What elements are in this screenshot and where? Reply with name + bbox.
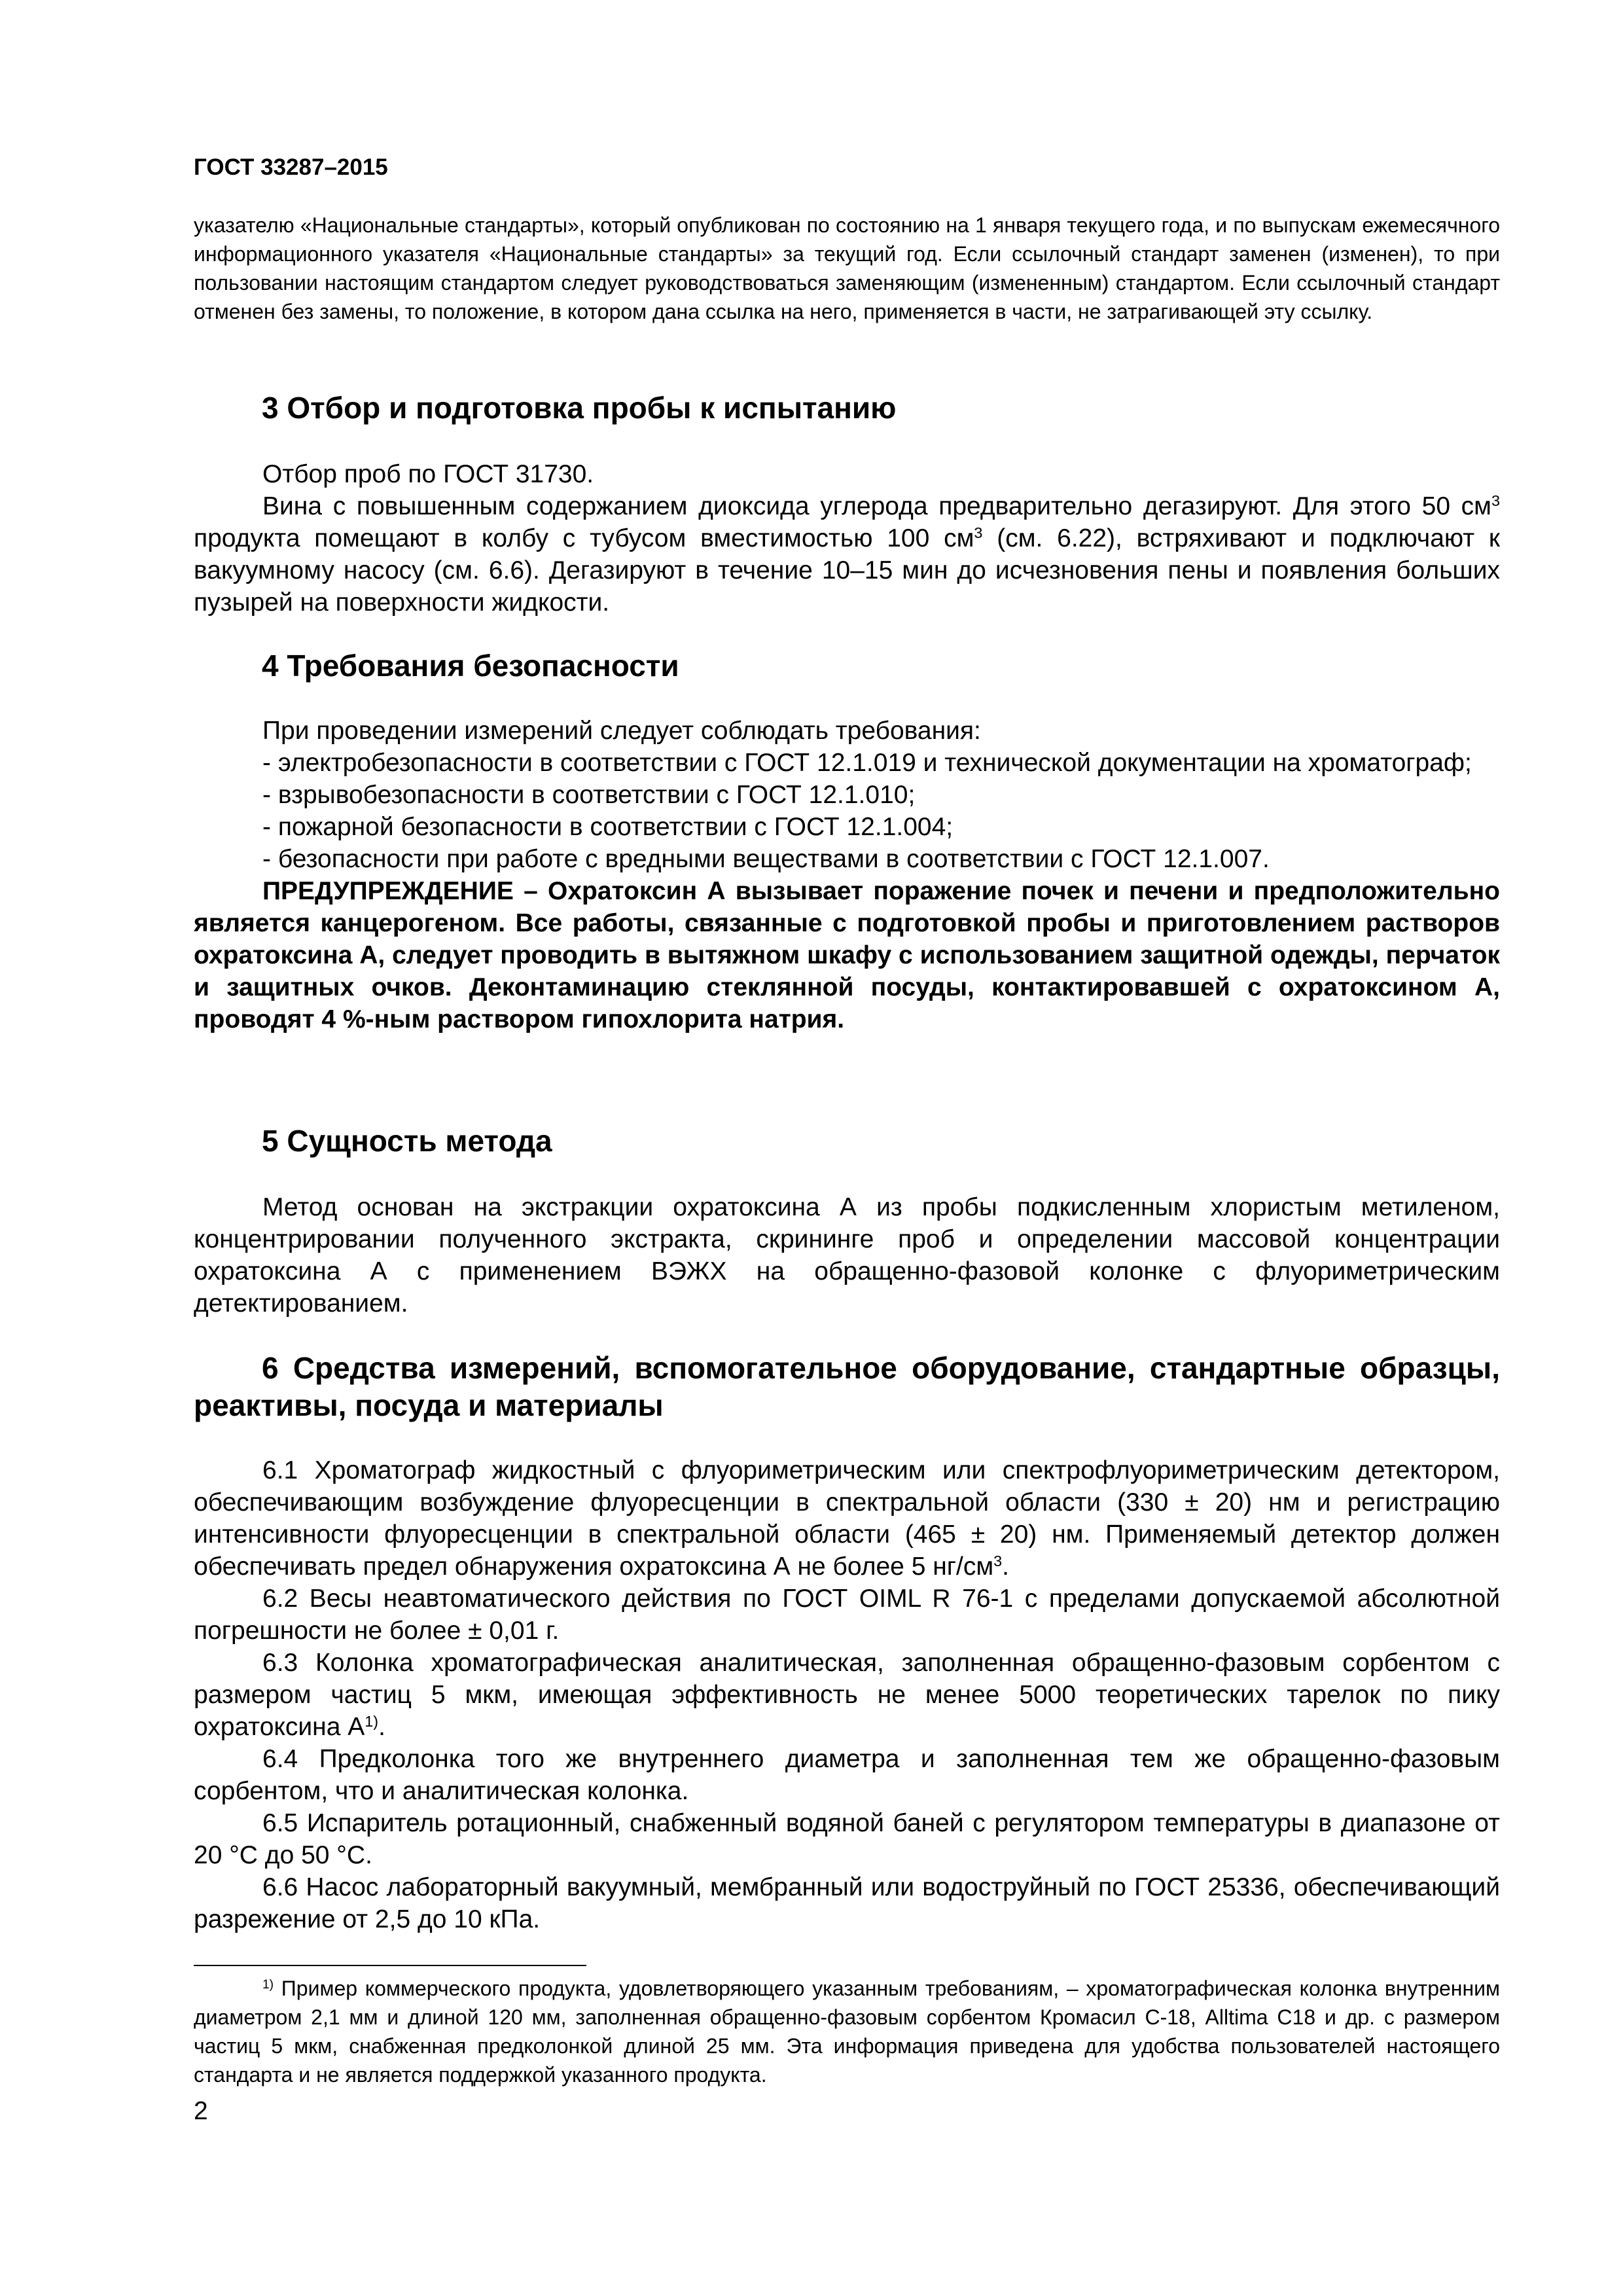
section-4-item: - электробезопасности в соответствии с ГОСТ 12.1.019 и технической документации на хроматограф; bbox=[262, 749, 1472, 777]
section-3-paragraph-2: Вина с повышенным содержанием диоксида углерода предварительно дегазируют. Для этого 50 $см^3$ продукта помещают в колбу с тубусом вместимостью 100 $см^3$ (см. 6.22), встряхивают и подключают к вакуумному насосу (см. 6.6). Дегазируют в течение 10–15 мин до исчезновения пены и появления больших пузырей на поверхности жидкости. bbox=[194, 492, 1500, 617]
section-4-body bbox=[194, 715, 1500, 1035]
footnote-text: Пример коммерческого продукта, удовлетворяющего указанным требованиям, – хроматографическая колонка внутренним диаметром 2,1 мм и длиной 120 мм, заполненная обращенно-фазовым сорбентом Кромасил С-18, Alltima C18 и др. с размером частиц 5 мкм, снабженная предколонкой длиной 25 мм. Эта информация приведена для удобства пользователей настоящего стандарта и не является поддержкой указанного продукта. bbox=[194, 1977, 1500, 2087]
section-6-title: 6 Средства измерений, вспомогательное оборудование, стандартные образцы, реактивы, посуда и материалы bbox=[194, 1351, 1500, 1422]
section-6-body bbox=[194, 1454, 1500, 1935]
document-header: ГОСТ 33287–2015 bbox=[194, 154, 388, 180]
section-4-title: 4 Требования безопасности bbox=[262, 649, 679, 683]
page-number: 2 bbox=[194, 2097, 208, 2125]
footnote bbox=[194, 1974, 1500, 2089]
footnote-separator bbox=[194, 1965, 586, 1966]
section-5-paragraph: Метод основан на экстракции охратоксина А из пробы подкисленным хлористым метиленом, концентрировании полученного экстракта, скрининге проб и определении массовой концентрации охратоксина А с применением ВЭЖХ на обращенно-фазовой колонке с флуориметрическим детектированием. bbox=[194, 1193, 1500, 1318]
section-4-item: - безопасности при работе с вредными веществами в соответствии с ГОСТ 12.1.007. bbox=[262, 845, 1270, 873]
section-3-title: 3 Отбор и подготовка пробы к испытанию bbox=[262, 391, 897, 425]
section-4-item: - пожарной безопасности в соответствии с ГОСТ 12.1.004; bbox=[262, 813, 954, 841]
section-3-body bbox=[194, 458, 1500, 619]
item-6-4: 6.4 Предколонка того же внутреннего диаметра и заполненная тем же обращенно-фазовым сорбентом, что и аналитическая колонка. bbox=[194, 1745, 1500, 1805]
intro-paragraph: указателю «Национальные стандарты», который опубликован по состоянию на 1 января текущего года, и по выпускам ежемесячного информационного указателя «Национальные стандарты» за текущий год. Если ссылочный стандарт заменен (изменен), то при пользовании настоящим стандартом следует руководствоваться заменяющим (измененным) стандартом. Если ссылочный стандарт отменен без замены, то положение, в котором дана ссылка на него, применяется в части, не затрагивающей эту ссылку. bbox=[194, 213, 1500, 323]
item-6-3: 6.3 Колонка хроматографическая аналитическая, заполненная обращенно-фазовым сорбентом с размером частиц 5 мкм, имеющая эффективность не менее 5000 теоретических тарелок по пику охратоксина $А^{1)}$. bbox=[194, 1649, 1500, 1741]
item-6-1: 6.1 Хроматограф жидкостный с флуориметрическим или спектрофлуориметрическим детектором, обеспечивающим возбуждение флуоресценции в спектральной области (330 ± 20) нм и регистрацию интенсивности флуоресценции в спектральной области (465 ± 20) нм. Применяемый детектор должен обеспечивать предел обнаружения охратоксина А не более 5 $нг/см^3$. bbox=[194, 1456, 1500, 1581]
section-3-paragraph-1: Отбор проб по ГОСТ 31730. bbox=[262, 460, 594, 488]
footnote-marker: 1) bbox=[262, 1978, 274, 1992]
section-5-body bbox=[194, 1191, 1500, 1319]
item-6-5: 6.5 Испаритель ротационный, снабженный водяной баней с регулятором температуры в диапазоне от 20 °С до 50 °С. bbox=[194, 1809, 1500, 1869]
safety-warning: ПРЕДУПРЕЖДЕНИЕ – Охратоксин А вызывает поражение почек и печени и предположительно является канцерогеном. Все работы, связанные с подготовкой пробы и приготовлением растворов охратоксина А, следует проводить в вытяжном шкафу с использованием защитной одежды, перчаток и защитных очков. Деконтаминацию стеклянной посуды, контактировавшей с охратоксином А, проводят 4 %-ным раствором гипохлорита натрия. bbox=[194, 877, 1500, 1033]
section-5-title: 5 Сущность метода bbox=[262, 1124, 552, 1158]
item-6-6: 6.6 Насос лабораторный вакуумный, мембранный или водоструйный по ГОСТ 25336, обеспечивающий разрежение от 2,5 до 10 кПа. bbox=[194, 1873, 1500, 1933]
section-4-intro: При проведении измерений следует соблюдать требования: bbox=[262, 717, 981, 745]
item-6-2: 6.2 Весы неавтоматического действия по ГОСТ OIML R 76-1 с пределами допускаемой абсолютной погрешности не более ± 0,01 г. bbox=[194, 1585, 1500, 1645]
section-4-item: - взрывобезопасности в соответствии с ГОСТ 12.1.010; bbox=[262, 781, 916, 809]
